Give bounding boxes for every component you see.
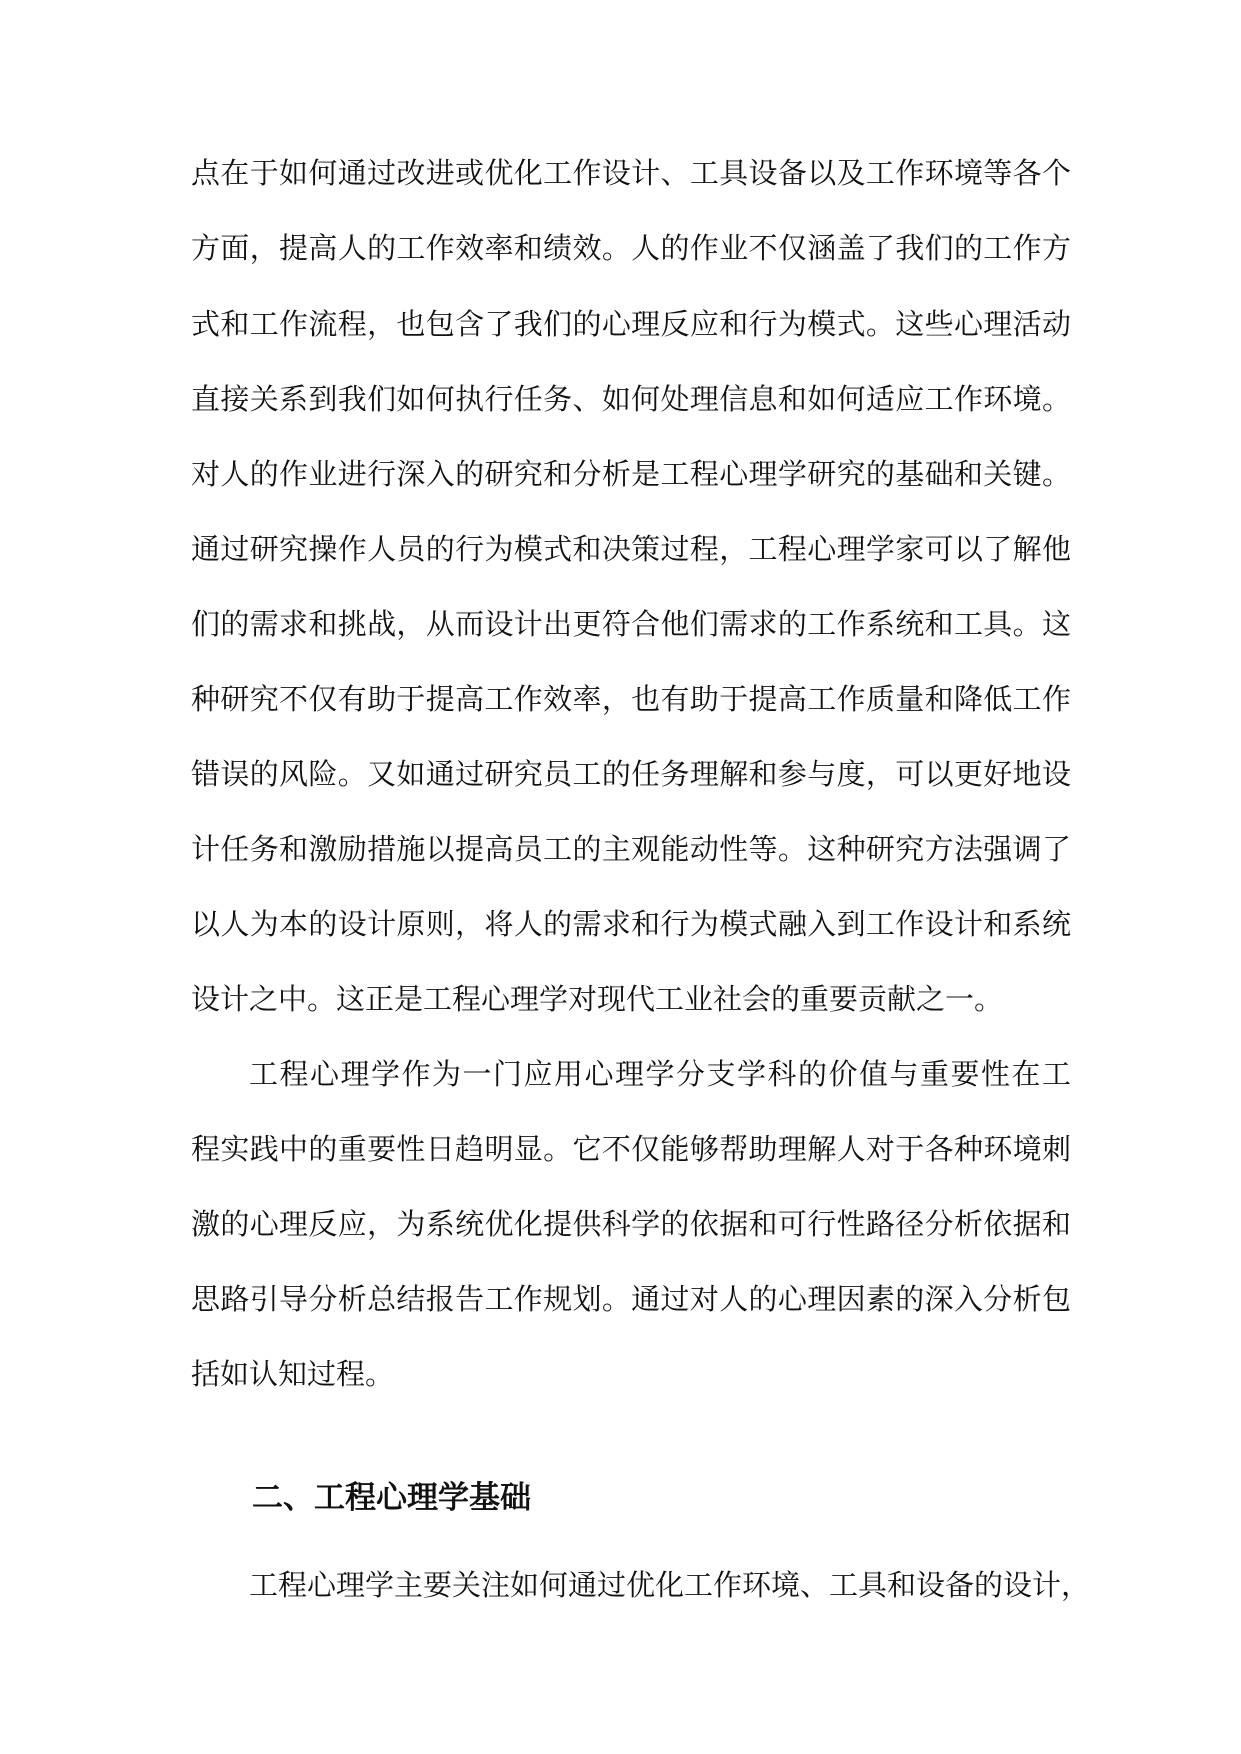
- paragraph-line: 种研究不仅有助于提高工作效率，也有助于提高工作质量和降低工作: [191, 682, 1071, 716]
- paragraph-line: 思路引导分析总结报告工作规划。通过对人的心理因素的深入分析包: [191, 1282, 1071, 1316]
- paragraph-line: 程实践中的重要性日趋明显。它不仅能够帮助理解人对于各种环境刺: [191, 1132, 1071, 1166]
- paragraph-line: 对人的作业进行深入的研究和分析是工程心理学研究的基础和关键。: [191, 457, 1071, 491]
- paragraph-line: 设计之中。这正是工程心理学对现代工业社会的重要贡献之一。: [191, 982, 1004, 1016]
- paragraph-line: 错误的风险。又如通过研究员工的任务理解和参与度，可以更好地设: [191, 757, 1071, 791]
- paragraph-line: 括如认知过程。: [191, 1357, 395, 1391]
- section-heading: 二、工程心理学基础: [252, 1480, 531, 1516]
- paragraph-line: 工程心理学主要关注如何通过优化工作环境、工具和设备的设计，: [249, 1568, 1091, 1602]
- paragraph-line: 激的心理反应，为系统优化提供科学的依据和可行性路径分析依据和: [191, 1207, 1071, 1241]
- paragraph-line: 通过研究操作人员的行为模式和决策过程，工程心理学家可以了解他: [191, 532, 1071, 566]
- paragraph-line: 直接关系到我们如何执行任务、如何处理信息和如何适应工作环境。: [191, 382, 1071, 416]
- paragraph-line: 计任务和激励措施以提高员工的主观能动性等。这种研究方法强调了: [191, 832, 1071, 866]
- paragraph-line: 以人为本的设计原则，将人的需求和行为模式融入到工作设计和系统: [191, 907, 1071, 941]
- paragraph-line: 工程心理学作为一门应用心理学分支学科的价值与重要性在工: [249, 1057, 1071, 1091]
- paragraph-line: 点在于如何通过改进或优化工作设计、工具设备以及工作环境等各个: [191, 156, 1071, 190]
- paragraph-line: 式和工作流程，也包含了我们的心理反应和行为模式。这些心理活动: [191, 307, 1071, 341]
- paragraph-line: 方面，提高人的工作效率和绩效。人的作业不仅涵盖了我们的工作方: [191, 231, 1071, 265]
- paragraph-line: 们的需求和挑战，从而设计出更符合他们需求的工作系统和工具。这: [191, 607, 1071, 641]
